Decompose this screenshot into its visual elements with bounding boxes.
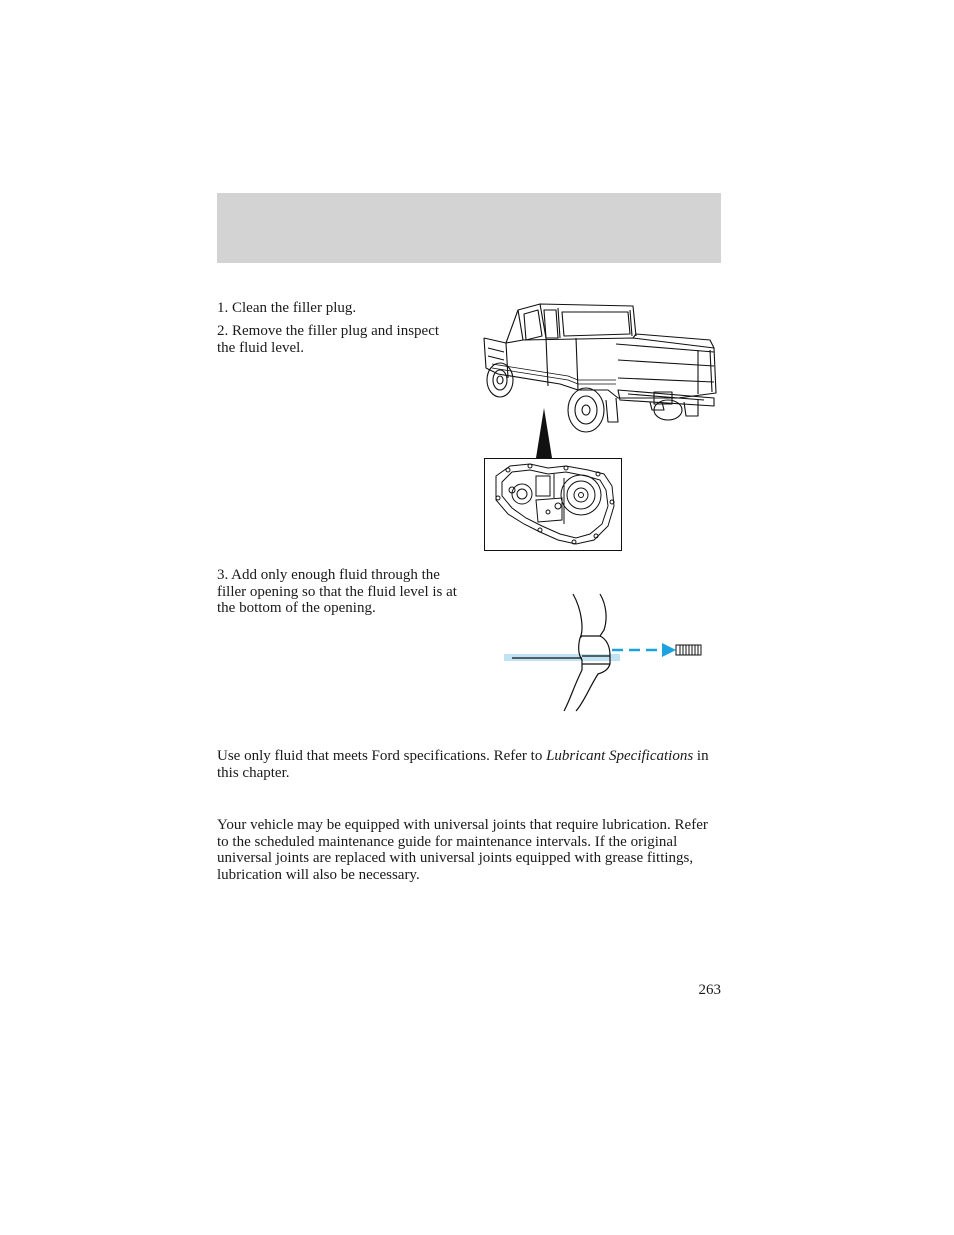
lubricant-specifications-reference: Lubricant Specifications bbox=[546, 748, 694, 764]
section-header-band bbox=[217, 193, 721, 263]
step-1-text: 1. Clean the filler plug. bbox=[217, 300, 357, 316]
truck-transfer-case-illustration bbox=[478, 298, 728, 556]
fluid-level-illustration bbox=[500, 590, 710, 715]
step-2-text: 2. Remove the filler plug and inspect the fluid level. bbox=[217, 323, 440, 356]
universal-joints-paragraph: Your vehicle may be equipped with universal joints that require lubrication. Refer to the scheduled maintenance guide for maintenance intervals. If the original universal joints are replaced with universal joints equipped with grease fittings, lubrication will also be necessary. bbox=[217, 817, 708, 883]
page-number: 263 bbox=[698, 982, 721, 998]
fluid-spec-text-start: Use only fluid that meets Ford specifications. Refer to bbox=[217, 748, 547, 764]
filler-plug-icon bbox=[676, 645, 701, 655]
arrow-icon bbox=[662, 643, 676, 657]
fluid-spec-text-end: in this chapter. bbox=[217, 748, 709, 781]
fluid-spec-paragraph bbox=[217, 748, 721, 781]
step-3-text: 3. Add only enough fluid through the filler opening so that the fluid level is at the bottom of the opening. bbox=[217, 567, 457, 616]
